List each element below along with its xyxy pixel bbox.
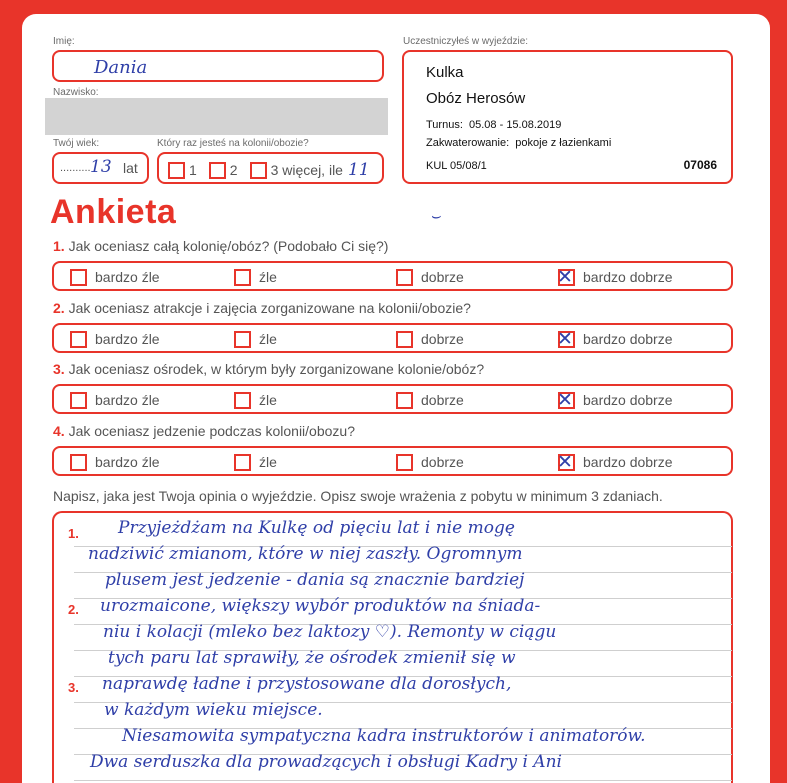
trip-number: 07086 (683, 158, 717, 172)
essay-number: 2. (68, 602, 79, 617)
surname-label: Nazwisko: (53, 87, 99, 98)
answer-row-4 (52, 446, 733, 476)
answer-checkbox[interactable] (557, 450, 575, 473)
trip-code: KUL 05/08/1 (426, 160, 487, 172)
answer-checkbox[interactable] (396, 454, 413, 471)
turnus-label: Turnus: (426, 119, 463, 131)
handwritten-line: tych paru lat sprawiły, że ośrodek zmienił się w (108, 648, 516, 668)
ruled-line (74, 780, 732, 781)
answer-option[interactable] (70, 390, 160, 410)
handwritten-line: Dwa serduszka dla prowadzących i obsługi Kadry i Ani (90, 752, 562, 772)
question-number: 4. (53, 423, 65, 439)
trip-card (402, 50, 733, 184)
answer-label: źle (259, 392, 277, 408)
answer-option[interactable] (558, 390, 673, 410)
answer-checkbox[interactable] (234, 454, 251, 471)
participant-label: Uczestniczyłeś w wyjeździe: (403, 36, 529, 47)
answer-label: dobrze (421, 331, 464, 347)
turnus-value: 05.08 - 15.08.2019 (469, 119, 562, 131)
trip-accommodation (426, 137, 611, 149)
handwritten-line: Przyjeżdżam na Kulkę od pięciu lat i nie mogę (118, 518, 515, 538)
check-mark: ✕ (557, 265, 573, 288)
age-value: 13 (90, 157, 112, 177)
answer-label: źle (259, 269, 277, 285)
times-opt2: 2 (229, 162, 238, 178)
answer-label: źle (259, 454, 277, 470)
handwritten-line: plusem jest jedzenie - dania są znacznie bardziej (105, 570, 525, 590)
check-mark: ✕ (557, 327, 573, 350)
answer-label: bardzo źle (95, 331, 160, 347)
age-label: Twój wiek: (53, 138, 100, 149)
answer-checkbox[interactable] (70, 392, 87, 409)
essay-number: 1. (68, 526, 79, 541)
answer-checkbox[interactable] (70, 454, 87, 471)
times-label: Który raz jesteś na kolonii/obozie? (157, 138, 309, 149)
answer-label: źle (259, 331, 277, 347)
question-number: 3. (53, 361, 65, 377)
answer-checkbox[interactable] (557, 327, 575, 350)
times-opt1: 1 (189, 162, 197, 178)
check-mark: ✕ (557, 450, 573, 473)
answer-label: bardzo źle (95, 269, 160, 285)
answer-option[interactable] (234, 390, 277, 410)
question-number: 2. (53, 300, 65, 316)
answer-checkbox[interactable] (396, 392, 413, 409)
answer-option[interactable] (396, 390, 464, 410)
trip-name: Kulka (426, 64, 464, 81)
answer-option[interactable] (70, 452, 160, 472)
answer-checkbox[interactable] (70, 269, 87, 286)
trip-turnus (426, 119, 561, 131)
age-dots: .......... (60, 162, 91, 174)
answer-option[interactable] (396, 267, 464, 287)
survey-title: Ankieta (50, 193, 177, 231)
answer-label: bardzo dobrze (583, 392, 673, 408)
handwritten-line: w każdym wieku miejsce. (104, 700, 323, 720)
answer-row-1 (52, 261, 733, 291)
answer-checkbox[interactable] (234, 269, 251, 286)
times-field[interactable] (157, 152, 384, 184)
answer-option[interactable] (234, 329, 277, 349)
handwritten-line: Niesamowita sympatyczna kadra instruktorów i animatorów. (122, 726, 646, 746)
answer-option[interactable] (558, 329, 673, 349)
question-4 (53, 423, 355, 439)
answer-label: bardzo źle (95, 392, 160, 408)
check-mark: ✕ (557, 388, 573, 411)
answer-checkbox[interactable] (396, 269, 413, 286)
age-unit: lat (123, 160, 138, 176)
answer-row-2 (52, 323, 733, 353)
answer-label: bardzo dobrze (583, 454, 673, 470)
answer-label: bardzo źle (95, 454, 160, 470)
times-value: 11 (347, 160, 370, 180)
question-number: 1. (53, 238, 65, 254)
answer-option[interactable] (558, 452, 673, 472)
trip-camp: Obóz Herosów (426, 90, 526, 107)
times-checkbox-2[interactable] (209, 162, 226, 179)
question-text: Jak oceniasz całą kolonię/obóz? (Podobało Ci się?) (68, 238, 389, 254)
name-label: Imię: (53, 36, 75, 47)
answer-option[interactable] (234, 452, 277, 472)
answer-option[interactable] (70, 329, 160, 349)
pen-mark: ⌣ (430, 206, 441, 225)
answer-row-3 (52, 384, 733, 414)
question-text: Jak oceniasz ośrodek, w którym były zorganizowane kolonie/obóz? (68, 361, 485, 377)
answer-label: dobrze (421, 269, 464, 285)
answer-checkbox[interactable] (234, 331, 251, 348)
answer-option[interactable] (396, 452, 464, 472)
answer-label: bardzo dobrze (583, 331, 673, 347)
answer-checkbox[interactable] (234, 392, 251, 409)
accommodation-value: pokoje z łazienkami (515, 137, 612, 149)
answer-checkbox[interactable] (557, 265, 575, 288)
name-field[interactable] (52, 50, 384, 82)
question-1 (53, 238, 388, 254)
times-opt3: 3 więcej, ile (270, 162, 343, 178)
answer-label: bardzo dobrze (583, 269, 673, 285)
opinion-prompt: Napisz, jaka jest Twoja opinia o wyjeździe. Opisz swoje wrażenia z pobytu w minimum 3 zdaniach. (53, 488, 663, 504)
handwritten-line: nadziwić zmianom, które w niej zaszły. Ogromnym (88, 544, 523, 564)
answer-checkbox[interactable] (70, 331, 87, 348)
question-text: Jak oceniasz atrakcje i zajęcia zorganizowane na kolonii/obozie? (68, 300, 471, 316)
handwritten-line: naprawdę ładne i przystosowane dla dorosłych, (102, 674, 512, 694)
answer-label: dobrze (421, 392, 464, 408)
answer-label: dobrze (421, 454, 464, 470)
question-2 (53, 300, 471, 316)
handwritten-line: urozmaicone, większy wybór produktów na śniada- (100, 596, 541, 616)
question-text: Jak oceniasz jedzenie podczas kolonii/obozu? (68, 423, 355, 439)
answer-option[interactable] (558, 267, 673, 287)
answer-checkbox[interactable] (396, 331, 413, 348)
age-field[interactable] (52, 152, 149, 184)
name-value: Dania (94, 57, 148, 78)
times-checkbox-1[interactable] (168, 162, 185, 179)
times-checkbox-3[interactable] (250, 162, 267, 179)
answer-checkbox[interactable] (557, 388, 575, 411)
answer-option[interactable] (234, 267, 277, 287)
accommodation-label: Zakwaterowanie: (426, 137, 510, 149)
handwritten-line: niu i kolacji (mleko bez laktozy ♡). Remonty w ciągu (103, 622, 557, 642)
essay-number: 3. (68, 680, 79, 695)
answer-option[interactable] (70, 267, 160, 287)
surname-redaction (45, 98, 388, 135)
answer-option[interactable] (396, 329, 464, 349)
question-3 (53, 361, 484, 377)
